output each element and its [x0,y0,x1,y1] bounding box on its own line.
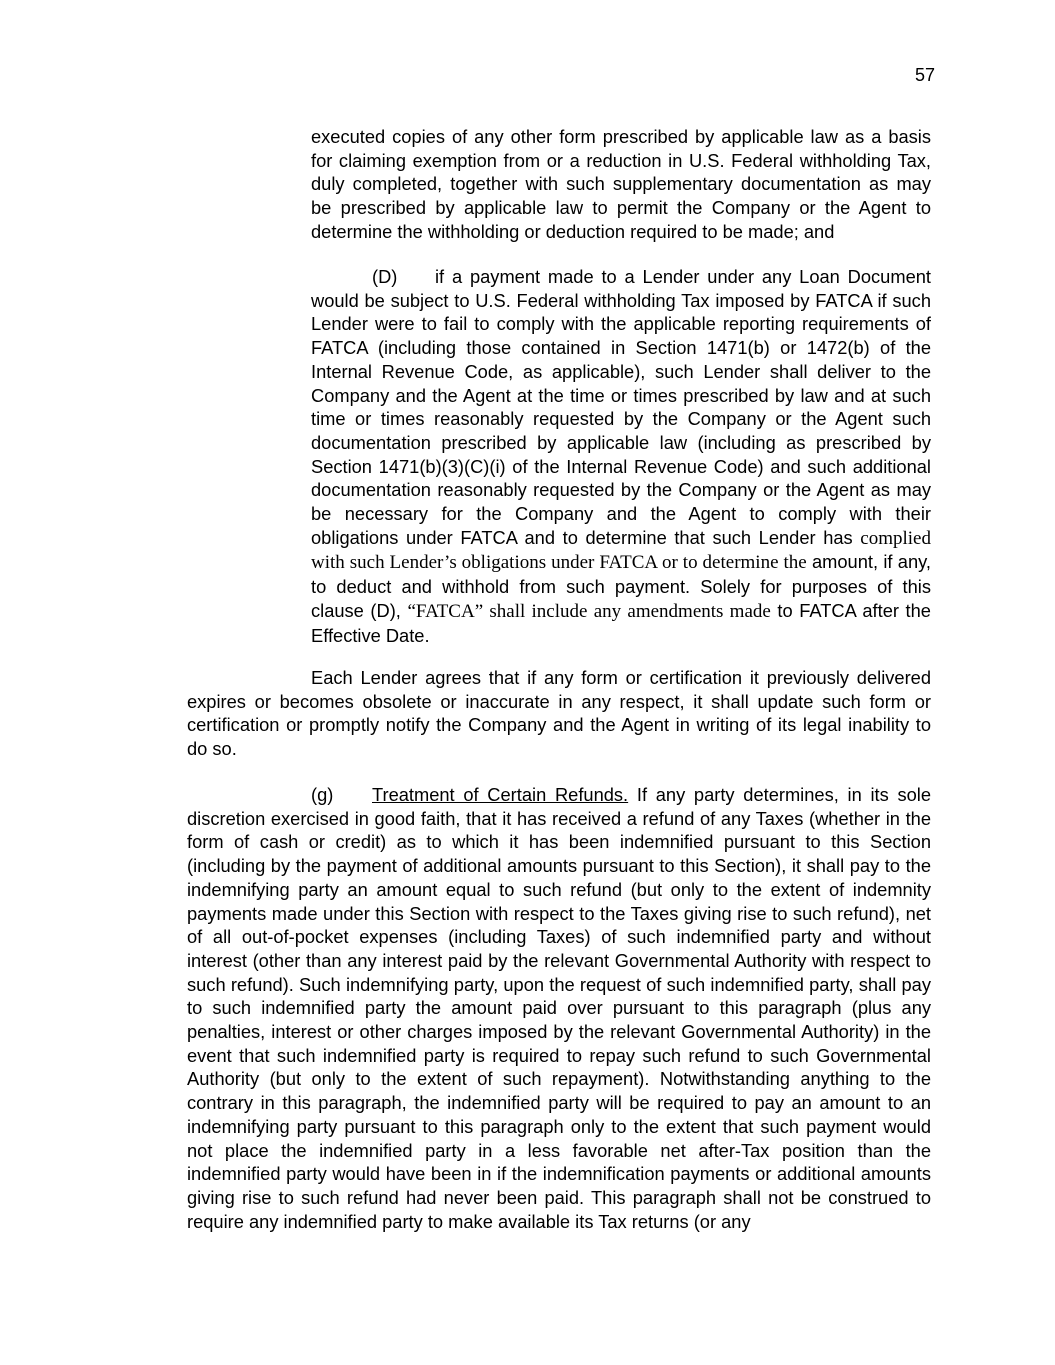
clause-d-text-3: amount, if any, to deduct and withhold from such payment. Solely for purposes of this clause (D), [311,551,931,621]
section-g-heading: Treatment of Certain Refunds. [372,784,629,805]
continuation-paragraph: executed copies of any other form prescribed by applicable law as a basis for claiming exemption from or a reduction in U.S. Federal withholding Tax, duly completed, together with such supplementary documentation as may be prescribed by applicable law to permit the Company or the Agent to determine the withholding or deduction required to be made; and [311,126,931,242]
clause-d-text-4: “FATCA” shall include any amendments made [407,600,771,622]
section-g-label: (g) [311,784,334,805]
clause-d-text-1: if a payment made to a Lender under any Loan Document would be subject to U.S. Federal withholding Tax imposed by FATCA if such Lender were to fail to comply with the applicable reporting requirements of FATCA (including those contained in Section 1471(b) or 1472(b) of the Internal Revenue Code, as applicable), such Lender shall deliver to the Company and the Agent at the time or times prescribed by law and at such time or times reasonably requested by the Company or the Agent such documentation prescribed by applicable law (including as prescribed by Section 1471(b)(3)(C)(i) of the Internal Revenue Code) and such additional documentation reasonably requested by the Company or the Agent as may be necessary for the Company and the Agent to comply with their obligations under FATCA and to determine that such Lender has [311,266,931,548]
clause-d-paragraph [311,265,931,647]
each-lender-paragraph: Each Lender agrees that if any form or certification it previously delivered expires or becomes obsolete or inaccurate in any respect, it shall update such form or certification or promptly notify the Company and the Agent in writing of its legal inability to do so. [187,667,931,760]
clause-d-text-2: complied with such Lender’s obligations under FATCA or to determine the [311,527,931,574]
clause-d-label: (D) [372,266,398,287]
clause-d-text-5: to FATCA after the Effective Date. [311,599,931,646]
section-g-paragraph [187,783,931,1233]
section-g-text: If any party determines, in its sole discretion exercised in good faith, that it has received a refund of any Taxes (whether in the form of cash or credit) as to which it has been indemnified pursuant to this Section (including by the payment of additional amounts pursuant to this Section), it shall pay to the indemnifying party an amount equal to such refund (but only to the extent of indemnity payments made under this Section with respect to the Taxes giving rise to such refund), net of all out-of-pocket expenses (including Taxes) of such indemnified party and without interest (other than any interest paid by the relevant Governmental Authority with respect to such refund). Such indemnifying party, upon the request of such indemnified party, shall pay to such indemnified party the amount paid over pursuant to this paragraph (plus any penalties, interest or other charges imposed by the relevant Governmental Authority) in the event that such indemnified party is required to repay such refund to such Governmental Authority (but only to the extent of such repayment). Notwithstanding anything to the contrary in this paragraph, the indemnified party will be required to pay an amount to an indemnifying party pursuant to this paragraph only to the extent that such payment would not place the indemnified party in a less favorable net after-Tax position than the indemnified party would have been in if the indemnification payments or additional amounts giving rise to such refund had never been paid. This paragraph shall not be construed to require any indemnified party to make available its Tax returns (or any [187,784,931,1232]
page-number: 57 [914,65,935,85]
